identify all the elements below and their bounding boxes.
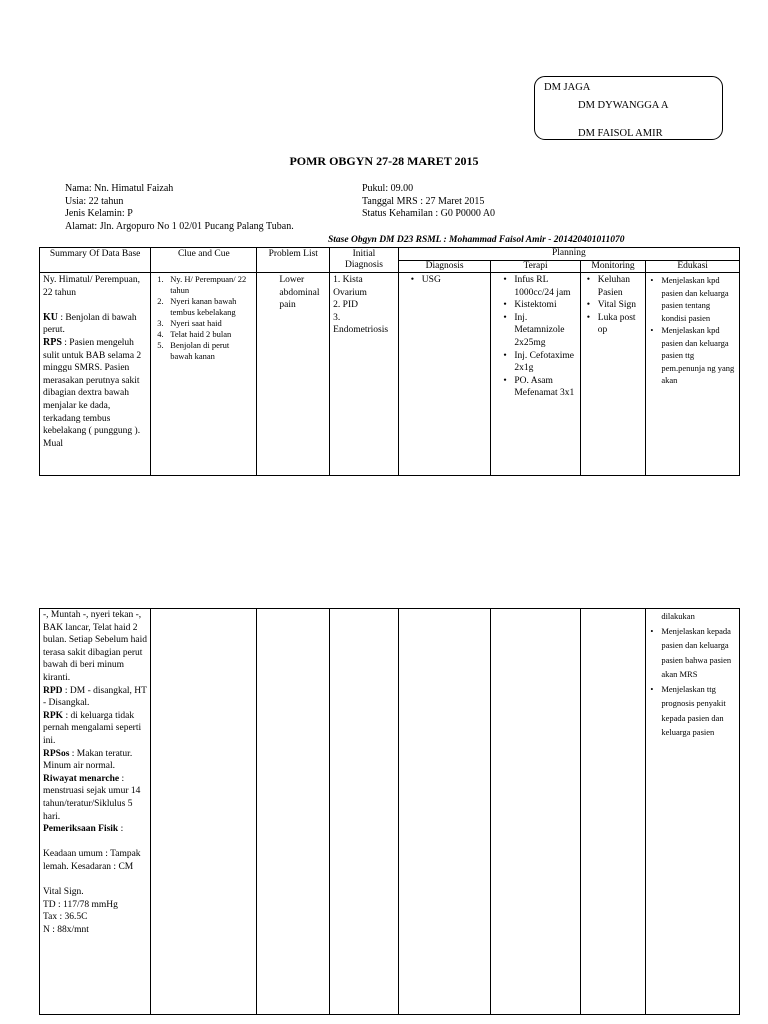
terapi-item: • Kistektomi xyxy=(514,299,576,312)
summary-continuation: -, Muntah -, nyeri tekan -, BAK lancar, Telat haid 2 bulan. Setiap Sebelum haid terasa sakit dibagian perut bawah di beri minum kiranti. xyxy=(43,610,147,683)
patient-name: Nama: Nn. Himatul Faizah xyxy=(65,183,174,194)
edukasi-continuation: dilakukan xyxy=(661,611,695,621)
vital-sign-label: Vital Sign. xyxy=(43,887,84,898)
dm-jaga-label: DM JAGA xyxy=(544,82,591,93)
monitoring-item: • Vital Sign xyxy=(598,299,643,312)
diagnosis-cell xyxy=(398,273,491,476)
header-diagnosis: Diagnosis xyxy=(398,260,491,273)
fisik-text: : xyxy=(118,824,124,835)
rps-text: : Pasien mengeluh sulit untuk BAB selama 2 minggu SMRS. Pasien merasakan perutnya sakit dibagian dextra bawah menjalar ke dada, terkadang tembus kebelakang ( punggung ). Mual xyxy=(43,337,142,449)
menarche-text: : menstruasi sejak umur 14 tahun/teratur/Siklulus 5 hari. xyxy=(43,773,141,822)
keadaan-umum: Keadaan umum : Tampak lemah. Kesadaran : CM xyxy=(43,849,141,872)
monitoring-cell xyxy=(580,273,646,476)
header-edukasi: Edukasi xyxy=(646,260,740,273)
tax-value: Tax : 36.5C xyxy=(43,912,88,923)
header-clue: Clue and Cue xyxy=(151,248,257,273)
pomr-table-page2 xyxy=(39,608,740,1015)
dm-jaga-box xyxy=(534,76,723,140)
edukasi-cell-cont xyxy=(646,609,740,1015)
rpsos-label: RPSos xyxy=(43,748,70,759)
initial-item: 2. PID xyxy=(333,300,358,311)
clue-item: 2. Nyeri kanan bawah tembus kebelakang xyxy=(170,296,253,318)
problem-cell: Lower abdominal pain xyxy=(257,273,330,476)
header-summary: Summary Of Data Base xyxy=(40,248,151,273)
header-monitoring: Monitoring xyxy=(580,260,646,273)
problem-cell-cont xyxy=(257,609,330,1015)
monitoring-item: • Luka post op xyxy=(598,312,643,337)
monitoring-item: • Keluhan Pasien xyxy=(598,274,643,299)
td-value: TD : 117/78 mmHg xyxy=(43,899,118,910)
ku-label: KU xyxy=(43,311,58,323)
header-problem: Problem List xyxy=(257,248,330,273)
patient-age: Usia: 22 tahun xyxy=(65,195,124,207)
rpk-text: : di keluarga tidak pernah mengalami seperti ini. xyxy=(43,710,142,746)
edukasi-item: • Menjelaskan kpd pasien dan keluarga pasien tentang kondisi pasien xyxy=(661,274,736,324)
clue-item: 3. Nyeri saat haid xyxy=(170,318,253,329)
summary-cell-cont xyxy=(40,609,151,1015)
rpd-label: RPD xyxy=(43,685,63,696)
terapi-cell-cont xyxy=(491,609,580,1015)
patient-pregnancy-status: Status Kehamilan : G0 P0000 A0 xyxy=(362,208,496,219)
patient-info-left xyxy=(65,183,294,233)
initial-item: 1. Kista Ovarium xyxy=(333,275,367,298)
stase-line: Stase Obgyn DM D23 RSML : Mohammad Faisol Amir - 201420401011070 xyxy=(328,235,625,245)
header-terapi: Terapi xyxy=(491,260,580,273)
header-planning: Planning xyxy=(398,248,739,261)
dm-name-1: DM DYWANGGA A xyxy=(578,100,669,111)
terapi-item: • Inj. Cefotaxime 2x1g xyxy=(514,350,576,375)
initial-cell xyxy=(330,273,399,476)
rpk-label: RPK xyxy=(43,710,64,721)
terapi-item: • Infus RL 1000cc/24 jam xyxy=(514,274,576,299)
header-initial: Initial Diagnosis xyxy=(330,248,399,273)
monitoring-cell-cont xyxy=(580,609,646,1015)
pomr-table-page1 xyxy=(39,247,740,476)
patient-sex: Jenis Kelamin: P xyxy=(65,208,133,219)
page-title: POMR OBGYN 27-28 MARET 2015 xyxy=(289,154,479,168)
patient-time: Pukul: 09.00 xyxy=(362,183,414,194)
edukasi-item: • Menjelaskan ttg prognosis penyakit kepada pasien dan keluarga pasien xyxy=(661,682,736,740)
ku-text: : Benjolan di bawah perut. xyxy=(43,312,137,336)
patient-address: Alamat: Jln. Argopuro No 1 02/01 Pucang Palang Tuban. xyxy=(65,220,294,232)
patient-admission-date: Tanggal MRS : 27 Maret 2015 xyxy=(362,195,485,207)
menarche-label: Riwayat menarche xyxy=(43,773,120,784)
initial-cell-cont xyxy=(330,609,399,1015)
terapi-item: • PO. Asam Mefenamat 3x1 xyxy=(514,375,576,400)
diagnosis-cell-cont xyxy=(398,609,491,1015)
edukasi-item: • Menjelaskan kpd pasien dan keluarga pasien ttg pem.penunja ng yang akan xyxy=(661,324,736,387)
clue-cell xyxy=(151,273,257,476)
rpsos-text: : Makan teratur. Minum air normal. xyxy=(43,748,133,772)
terapi-item: • Inj. Metamnizole 2x25mg xyxy=(514,312,576,350)
diagnosis-item: • USG xyxy=(422,274,488,287)
summary-intro: Ny. Himatul/ Perempuan, 22 tahun xyxy=(43,275,141,298)
rps-label: RPS xyxy=(43,336,62,348)
edukasi-item: • Menjelaskan kepada pasien dan keluarga pasien bahwa pasien akan MRS xyxy=(661,624,736,682)
nadi-value: N : 88x/mnt xyxy=(43,924,89,935)
clue-item: 5. Benjolan di perut bawah kanan xyxy=(170,340,253,362)
terapi-cell xyxy=(491,273,580,476)
dm-name-2: DM FAISOL AMIR xyxy=(578,128,663,139)
summary-cell xyxy=(40,273,151,476)
clue-cell-cont xyxy=(151,609,257,1015)
patient-info-right xyxy=(362,183,495,221)
fisik-label: Pemeriksaan Fisik xyxy=(43,824,119,835)
initial-item: 3. Endometriosis xyxy=(333,312,389,336)
clue-item: 4. Telat haid 2 bulan xyxy=(170,329,253,340)
edukasi-cell xyxy=(646,273,740,476)
rpd-text: : DM - disangkal, HT - Disangkal. xyxy=(43,685,147,709)
clue-item: 1. Ny. H/ Perempuan/ 22 tahun xyxy=(170,274,253,296)
